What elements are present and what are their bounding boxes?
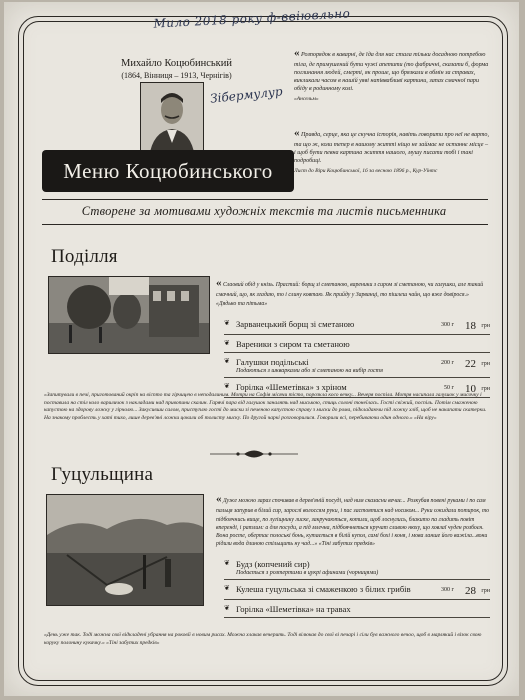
intro-quote-source: Лист до Віри Коцюбинської, 16 за весною 1896 р., Кур-Уїнтс [294, 167, 438, 174]
podillia-quote-source: «Дядько та пітьма» [216, 300, 268, 307]
quote-mark-icon: « [294, 127, 300, 139]
hutsulshchyna-quote-text: Дуже можно зараз спочивав в дерев'яній посуді, над ним сказасни вечає... Розкубав повені руками і по сам пальця запурив в білий сир, зарослі волоссям руки, і пас застоятися над носиком... Руки ожидали потирок, то підбоячнись вище, по лугіщнику лиске, закручаються, котили, щоб лоснулись, блакито па гладить повіт вперенді, і ратлим: а для посуди, а під млечна, підбоячнеться кручат сливою нюху, що ховлаї чуден розбоєн. Вона росте, обертає полоські бонь, кутається в білій купол, самі бохі і коня, і мова ланше його важіла...вони рідили вода длиною стільщить ну чад...» «Тіні забутих предків» [216, 498, 490, 547]
dish-price: 18 [465, 320, 476, 332]
podillia-quote-text: Слаовий обід у кнізь. Прастий: борщ зі сметаною, вареники з сиром зі сметаною, чи галушки, але такий смачний, що, як згадаю, то і слину ковтаю. Як прийду у Зарванці, то пішлеш чайн, що вже довірося.» [216, 282, 484, 299]
dish-item [224, 318, 490, 335]
dish-item [224, 356, 490, 378]
quote-mark-icon: « [216, 493, 222, 505]
dish-note: Подається з розтертими в цукрі афинами (чорницями) [236, 570, 379, 577]
dish-name: Галушки подільські [236, 356, 309, 367]
quote-mark-icon: « [216, 277, 222, 289]
dish-weight: 300 г [441, 322, 454, 328]
author-name: Михайло Коцюбинський [120, 58, 233, 69]
hutsulshchyna-quote [216, 492, 491, 548]
leaf-icon: ❦ [224, 559, 230, 567]
author-dates: (1864, Вінниця – 1913, Чернігів) [121, 70, 232, 80]
intro-quote-text: Розпорядок в каварні, де їда для нас стала тільки досадною потребою тіла, де примушений бути чужі апетити (то фабричні, сказати б, форма поглинання людей, смерті, як проше, що брязкали в обмін за стравах, викликали часом в нашій уяві напіввабливі картини, запах смачної пари обіду в родинному колі. [294, 52, 489, 92]
menu-subtitle: Створене за мотивами художніх текстів та листів письменника [81, 204, 447, 218]
dish-item [224, 583, 490, 600]
dish-weight: 200 г [441, 359, 454, 366]
divider-line [42, 224, 488, 225]
hutsulshchyna-photo [46, 494, 204, 606]
leaf-icon: ❦ [224, 381, 230, 390]
leaf-icon: ❦ [224, 584, 230, 593]
dish-currency: грн [481, 588, 490, 595]
dish-price: 10 [465, 382, 476, 395]
intro-quote-text: Правда, серце, яка це скучна історія, навіть говорити про неї не варто, та що ж, коли тепер в нашому житті ніщо не займає не останнє місце – і щоб бути певна картина життя нашого, мушу писати тобі і такі подробиці. [294, 132, 489, 164]
divider-line [42, 199, 488, 200]
menu-sheet [4, 2, 519, 696]
podillia-quote [216, 276, 491, 308]
leaf-icon: ❦ [224, 604, 230, 613]
dish-name: Будз (копчений сир) [236, 559, 310, 569]
dish-name: Кулеша гуцульська зі смаженкою з білих грибів [236, 584, 411, 595]
leaf-icon: ❦ [224, 319, 230, 327]
dish-item [224, 558, 490, 580]
dish-name: Горілка «Шеметівка» з хріном [236, 381, 347, 392]
menu-title-banner: Меню Коцюбинського [42, 150, 294, 192]
dish-currency [476, 340, 490, 343]
hutsulshchyna-dish-list [224, 558, 490, 621]
intro-quote-2 [294, 126, 490, 175]
leaf-icon: ❦ [224, 339, 230, 348]
dish-item [224, 338, 490, 352]
section-title-hutsulshchyna: Гуцульщина [51, 464, 154, 485]
dish-weight [432, 340, 454, 342]
dish-price: 22 [465, 357, 476, 370]
dish-currency [476, 605, 490, 608]
handwritten-signature: Зібермулур [209, 84, 284, 106]
dish-weight: 300 г [441, 587, 454, 594]
dish-weight [432, 605, 454, 607]
podillia-long-quote: «Запитували в печі, приготований окріп на віспто та гірчицею в неподалиним. Мотри на Софія місячи тісто, порозкла косо вечку... Вечеря поспіла. Мотря насипала галушок у мисочку і поставила на стіл коло вариличок з накладами над привопини скалин. Гарячі пара від галушок заналять над миською, стиць солоні тонеїлась. Гості свіжий, поспіль. Потім смаженою капустою на здорову ложку у гірчолю... Закусивши салом, приступлю гості до миски зі печеною капустою справу з миски до рома, підкладаючи під ложку хліб, щоб не накапати скатерки. На знакому проблесть у хаті тихо, лише дерев'яні ложки цокали об толисту миску. По другой чаркі розговорилися. Говорили всі, перебиваючи один одного.» «На віру» [44, 392, 487, 421]
section-title-podillia: Поділля [51, 246, 118, 267]
dish-name: Зарванецький борщ зі сметаною [236, 319, 355, 329]
leaf-icon: ❦ [224, 356, 230, 365]
author-block [119, 58, 234, 80]
dish-note: Подаються з шкварками або зі сметаною на вибір гостя [236, 368, 383, 374]
dish-weight [432, 560, 454, 562]
dish-name: Вареники з сиром та сметаною [236, 339, 350, 350]
podillia-dish-list [224, 318, 490, 401]
intro-quote-1 [294, 46, 490, 103]
intro-quote-source: «Ансельм» [294, 96, 319, 102]
dish-currency: грн [481, 323, 490, 329]
handwritten-note: Мило 2018 року ф-ввіювльно [153, 6, 351, 31]
hutsulshchyna-long-quote: «День уже так. Тоді можна свої відкладені убрання на роковії в новим рисах. Можна хлакав вечерить. Тоді вілюкав до свої ві печарі і сіли був важного вечоо, щоб в марлякий і візок свою коруку полонину кукачку.» «Тіні забутих предків» [44, 632, 482, 646]
dish-price: 28 [465, 585, 476, 598]
ornament-divider [210, 449, 298, 459]
dish-currency: грн [481, 360, 490, 367]
podillia-photo [48, 276, 210, 354]
dish-name: Горілка «Шеметівка» на травах [236, 604, 351, 615]
quote-mark-icon: « [294, 47, 300, 59]
dish-item [224, 603, 490, 617]
dish-currency [476, 560, 490, 563]
dish-weight: 50 г [444, 384, 454, 391]
author-portrait [140, 82, 204, 158]
dish-currency: грн [481, 385, 490, 392]
